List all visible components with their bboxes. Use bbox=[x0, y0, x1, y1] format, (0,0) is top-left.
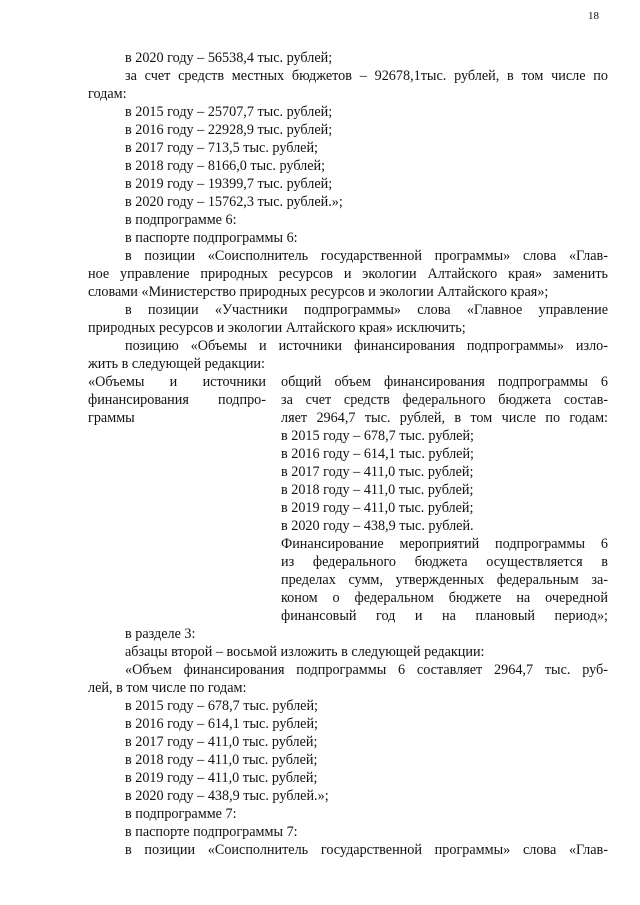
text-line: в подпрограмме 6: bbox=[125, 212, 237, 228]
text-line: в паспорте подпрограммы 7: bbox=[125, 824, 298, 840]
text-line: в разделе 3: bbox=[125, 626, 196, 642]
table-right-line: общий объем финансирования подпрограммы 6 bbox=[281, 374, 608, 390]
text-line: словами «Министерство природных ресурсов и экологии Алтайского края»; bbox=[88, 284, 549, 300]
table-right-line: в 2017 году – 411,0 тыс. рублей; bbox=[281, 464, 474, 480]
table-right-line: в 2020 году – 438,9 тыс. рублей. bbox=[281, 518, 474, 534]
text-line: в 2018 году – 411,0 тыс. рублей; bbox=[125, 752, 318, 768]
text-line: в 2020 году – 56538,4 тыс. рублей; bbox=[125, 50, 333, 66]
text-line: в 2017 году – 713,5 тыс. рублей; bbox=[125, 140, 318, 156]
text-line: позицию «Объемы и источники финансирования подпрограммы» изло- bbox=[125, 338, 608, 354]
text-line: абзацы второй – восьмой изложить в следующей редакции: bbox=[125, 644, 485, 660]
text-line: в 2017 году – 411,0 тыс. рублей; bbox=[125, 734, 318, 750]
text-line: в 2018 году – 8166,0 тыс. рублей; bbox=[125, 158, 326, 174]
text-line: годам: bbox=[88, 86, 127, 102]
text-line: в 2016 году – 22928,9 тыс. рублей; bbox=[125, 122, 333, 138]
table-right-line: в 2016 году – 614,1 тыс. рублей; bbox=[281, 446, 474, 462]
text-line: в 2019 году – 411,0 тыс. рублей; bbox=[125, 770, 318, 786]
text-line: ное управление природных ресурсов и экологии Алтайского края» заменить bbox=[88, 266, 608, 282]
text-line: в паспорте подпрограммы 6: bbox=[125, 230, 298, 246]
table-left-column bbox=[88, 373, 266, 625]
page-number: 18 bbox=[588, 10, 599, 22]
table-right-line: в 2019 году – 411,0 тыс. рублей; bbox=[281, 500, 474, 516]
text-line: в 2019 году – 19399,7 тыс. рублей; bbox=[125, 176, 333, 192]
text-line: в 2016 году – 614,1 тыс. рублей; bbox=[125, 716, 318, 732]
table-left-line: граммы bbox=[88, 410, 135, 426]
table-right-line: из федерального бюджета осуществляется в bbox=[281, 554, 608, 570]
table-left-line: финансирования подпро- bbox=[88, 392, 266, 408]
text-line: в подпрограмме 7: bbox=[125, 806, 237, 822]
text-block-top bbox=[88, 49, 608, 373]
table-right-line: за счет средств федерального бюджета состав- bbox=[281, 392, 608, 408]
text-block-bottom bbox=[88, 625, 608, 859]
text-line: лей, в том числе по годам: bbox=[88, 680, 247, 696]
table-right-line: в 2018 году – 411,0 тыс. рублей; bbox=[281, 482, 474, 498]
table-right-line: ляет 2964,7 тыс. рублей, в том числе по годам: bbox=[281, 410, 608, 426]
table-right-line: финансовый год и на плановый период»; bbox=[281, 608, 608, 624]
text-line: в 2020 году – 15762,3 тыс. рублей.»; bbox=[125, 194, 343, 210]
text-line: в позиции «Участники подпрограммы» слова «Главное управление bbox=[125, 302, 608, 318]
text-line: жить в следующей редакции: bbox=[88, 356, 265, 372]
document-body bbox=[88, 49, 608, 859]
table-right-column bbox=[281, 373, 608, 625]
table-right-line: в 2015 году – 678,7 тыс. рублей; bbox=[281, 428, 474, 444]
text-line: за счет средств местных бюджетов – 92678,1тыс. рублей, в том числе по bbox=[125, 68, 608, 84]
text-line: в позиции «Соисполнитель государственной программы» слова «Глав- bbox=[125, 842, 608, 858]
text-line: «Объем финансирования подпрограммы 6 составляет 2964,7 тыс. руб- bbox=[125, 662, 608, 678]
text-line: природных ресурсов и экологии Алтайского края» исключить; bbox=[88, 320, 466, 336]
text-line: в 2015 году – 25707,7 тыс. рублей; bbox=[125, 104, 333, 120]
table-left-line: «Объемы и источники bbox=[88, 374, 266, 390]
financing-table bbox=[88, 373, 608, 625]
text-line: в 2020 году – 438,9 тыс. рублей.»; bbox=[125, 788, 329, 804]
table-right-line: коном о федеральном бюджете на очередной bbox=[281, 590, 608, 606]
table-right-line: пределах сумм, утвержденных федеральным за- bbox=[281, 572, 608, 588]
text-line: в позиции «Соисполнитель государственной программы» слова «Глав- bbox=[125, 248, 608, 264]
text-line: в 2015 году – 678,7 тыс. рублей; bbox=[125, 698, 318, 714]
table-right-line: Финансирование мероприятий подпрограммы 6 bbox=[281, 536, 608, 552]
